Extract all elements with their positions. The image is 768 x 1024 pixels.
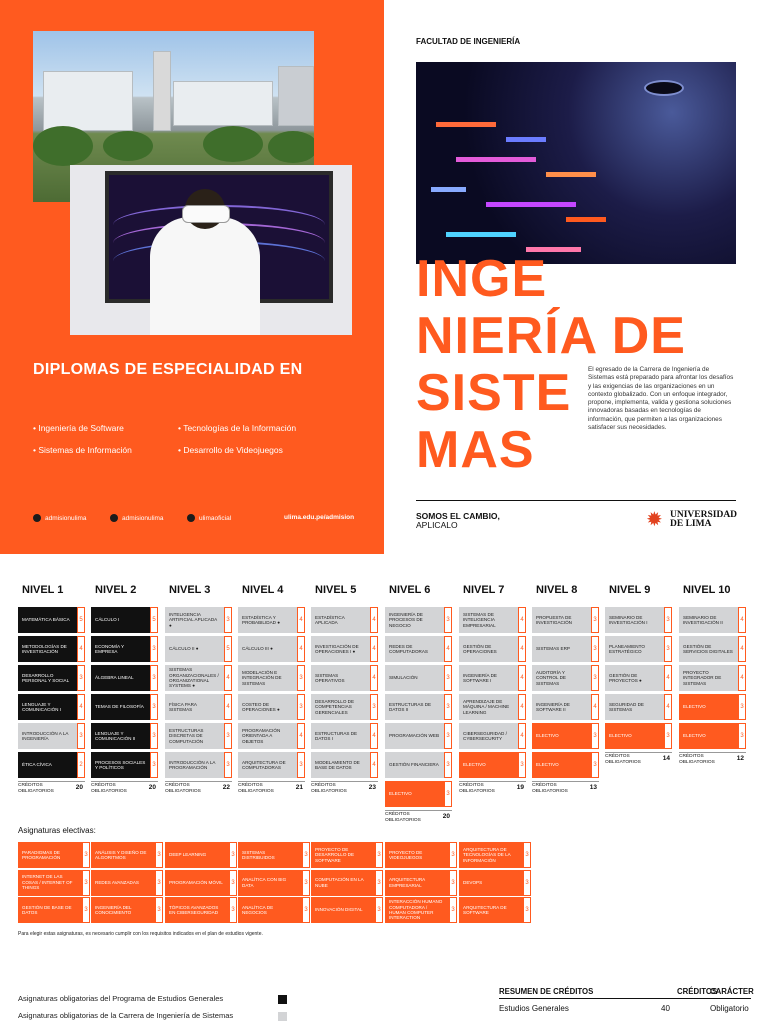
course-credits: 4: [444, 636, 452, 662]
elective-credits: 3: [302, 897, 310, 923]
course-credits: 3: [370, 694, 378, 720]
course-credits: 4: [370, 723, 378, 749]
elective-course: DEEP LEARNING: [165, 842, 229, 868]
course-cell: SISTEMAS ORGANIZACIONALES / ORGANIZATIONAL SYSTEMS ●: [165, 665, 224, 691]
digital-face-artwork: [416, 62, 736, 264]
credits-label: CRÉDITOS OBLIGATORIOS: [91, 783, 127, 794]
course-cell: ÁLGEBRA LINEAL: [91, 665, 150, 691]
course-cell: PROGRAMACIÓN WEB: [385, 723, 444, 749]
youtube-link[interactable]: ulimaoficial: [187, 514, 231, 522]
credits-label: CRÉDITOS OBLIGATORIOS: [385, 812, 421, 823]
program-description: El egresado de la Carrera de Ingeniería de Sistemas está preparado para afrontar los desafíos y las exigencias de las organizaciones en un contexto globalizado. Con un enfoque integrador, propone, implementa, valida y gestiona soluciones innovadoras basadas en tecnologías de información, que permiten a las organizaciones satisfacer sus necesidades.: [588, 366, 734, 432]
elective-credits: 3: [155, 842, 163, 868]
course-credits: 3: [591, 665, 599, 691]
course-credits: 3: [664, 723, 672, 749]
elective-credits: 3: [375, 842, 383, 868]
course-credits: 3: [77, 723, 85, 749]
elective-course: ARQUITECTURA DE TECNOLOGÍAS DE LA INFORMACIÓN: [459, 842, 523, 868]
course-cell: CÁLCULO I: [91, 607, 150, 633]
elective-credits: 3: [523, 897, 531, 923]
course-cell: LENGUAJE Y COMUNICACIÓN II: [91, 723, 150, 749]
course-credits: 4: [224, 694, 232, 720]
course-cell: GESTIÓN DE SERVICIOS DIGITALES: [679, 636, 738, 662]
elective-course: ARQUITECTURA DE SOFTWARE: [459, 897, 523, 923]
course-credits: 3: [150, 665, 158, 691]
elective-course: REDES AVANZADAS: [91, 870, 155, 896]
elective-course: ARQUITECTURA EMPRESARIAL: [385, 870, 449, 896]
elective-credits: 3: [449, 842, 457, 868]
elective-credits: 3: [155, 897, 163, 923]
credits-total: 23: [368, 784, 376, 791]
elective-course: INTERACCIÓN HUMANO COMPUTADORA / HUMAN COMPUTER INTERACTION: [385, 897, 449, 923]
course-credits: 3: [444, 694, 452, 720]
program-title: INGE NIERÍA DE SISTE MAS: [416, 250, 686, 479]
level-credits: [385, 810, 452, 823]
course-credits: 3: [224, 752, 232, 778]
elective-course: ANALÍTICA DE NEGOCIOS: [238, 897, 302, 923]
course-credits: 2: [77, 752, 85, 778]
course-credits: 3: [518, 752, 526, 778]
diploma-item: • Sistemas de Información: [33, 445, 132, 455]
course-credits: 4: [77, 636, 85, 662]
course-credits: 3: [77, 665, 85, 691]
summary-col-credits: CRÉDITOS: [677, 987, 718, 996]
level-credits: [605, 752, 672, 765]
course-credits: 4: [370, 665, 378, 691]
course-credits: 4: [664, 665, 672, 691]
elective-slot: ELECTIVO: [679, 694, 738, 720]
slogan-line1: SOMOS EL CAMBIO,: [416, 511, 500, 521]
elective-course: SISTEMAS DISTRIBUIDOS: [238, 842, 302, 868]
course-credits: 4: [297, 723, 305, 749]
course-cell: INTELIGENCIA ARTIFICIAL APLICADA ●: [165, 607, 224, 633]
level-heading: NIVEL 5: [315, 584, 357, 596]
level-credits: [311, 781, 378, 794]
elective-course: PROGRAMACIÓN MÓVIL: [165, 870, 229, 896]
elective-credits: 3: [375, 870, 383, 896]
course-cell: GESTIÓN DE PROYECTOS ●: [605, 665, 664, 691]
course-cell: CÁLCULO III ●: [238, 636, 297, 662]
elective-course: INTERNET DE LAS COSAS / INTERNET OF THINGS: [18, 870, 82, 896]
legend-general: Asignaturas obligatorias del Programa de Estudios Generales: [18, 994, 224, 1003]
course-credits: 3: [738, 694, 746, 720]
course-credits: 4: [77, 694, 85, 720]
elective-credits: 3: [302, 870, 310, 896]
level-credits: [459, 781, 526, 794]
legend-career: Asignaturas obligatorias de la Carrera de Ingeniería de Sistemas: [18, 1011, 234, 1020]
course-cell: PROYECTO INTEGRADOR DE SISTEMAS: [679, 665, 738, 691]
elective-course: COMPUTACIÓN EN LA NUBE: [311, 870, 375, 896]
course-cell: INTRODUCCIÓN A LA PROGRAMACIÓN: [165, 752, 224, 778]
course-credits: 4: [518, 694, 526, 720]
course-cell: SISTEMAS DE INTELIGENCIA EMPRESARIAL: [459, 607, 518, 633]
slogan-line2: APLICALO: [416, 520, 458, 530]
course-cell: TEMAS DE FILOSOFÍA: [91, 694, 150, 720]
course-cell: MODELACIÓN E INTEGRACIÓN DE SISTEMAS: [238, 665, 297, 691]
elective-slot: ELECTIVO: [605, 723, 664, 749]
credits-label: CRÉDITOS OBLIGATORIOS: [165, 783, 201, 794]
course-credits: 5: [224, 636, 232, 662]
credits-total: 20: [442, 813, 450, 820]
course-credits: 3: [591, 752, 599, 778]
elective-course: INNOVACIÓN DIGITAL: [311, 897, 375, 923]
credits-label: CRÉDITOS OBLIGATORIOS: [311, 783, 347, 794]
ulima-logo-icon: ✹: [646, 509, 663, 531]
course-cell: FÍSICA PARA SISTEMAS: [165, 694, 224, 720]
course-credits: 4: [370, 636, 378, 662]
credits-label: CRÉDITOS OBLIGATORIOS: [679, 754, 715, 765]
course-cell: CÁLCULO II ●: [165, 636, 224, 662]
website-link[interactable]: ulima.edu.pe/admision: [284, 514, 355, 521]
credits-total: 22: [222, 784, 230, 791]
course-credits: 3: [224, 723, 232, 749]
course-cell: SEMINARIO DE INVESTIGACIÓN I: [605, 607, 664, 633]
elective-slot: ELECTIVO: [532, 752, 591, 778]
course-credits: 3: [444, 723, 452, 749]
elective-credits: 3: [229, 842, 237, 868]
course-cell: LENGUAJE Y COMUNICACIÓN I: [18, 694, 77, 720]
course-credits: 4: [518, 636, 526, 662]
course-credits: 3: [224, 607, 232, 633]
elective-credits: 3: [375, 897, 383, 923]
course-cell: INGENIERÍA DE PROCESOS DE NEGOCIO: [385, 607, 444, 633]
course-cell: ESTRUCTURAS DE DATOS I: [311, 723, 370, 749]
elective-slot: ELECTIVO: [459, 752, 518, 778]
course-cell: CIBERSEGURIDAD / CYBERSECURITY: [459, 723, 518, 749]
credits-total: 21: [295, 784, 303, 791]
course-credits: 3: [444, 607, 452, 633]
vr-student-photo: [70, 165, 352, 335]
course-cell: PROGRAMACIÓN ORIENTADA A OBJETOS: [238, 723, 297, 749]
credits-label: CRÉDITOS OBLIGATORIOS: [459, 783, 495, 794]
course-credits: 4: [370, 752, 378, 778]
course-cell: PROPUESTA DE INVESTIGACIÓN: [532, 607, 591, 633]
elective-slot: ELECTIVO: [532, 723, 591, 749]
summary-row-credits: 40: [661, 1004, 670, 1013]
legend-swatch-general: [278, 995, 287, 1004]
level-heading: NIVEL 10: [683, 584, 731, 596]
course-credits: 4: [591, 694, 599, 720]
credits-total: 19: [516, 784, 524, 791]
course-cell: ECONOMÍA Y EMPRESA: [91, 636, 150, 662]
course-credits: 3: [591, 636, 599, 662]
diploma-item: • Desarrollo de Videojuegos: [178, 445, 283, 455]
credits-label: CRÉDITOS OBLIGATORIOS: [605, 754, 641, 765]
level-heading: NIVEL 8: [536, 584, 578, 596]
credits-total: 13: [589, 784, 597, 791]
hero-panel: [0, 0, 384, 554]
course-credits: 3: [444, 752, 452, 778]
course-credits: 4: [738, 665, 746, 691]
elective-course: INGENIERÍA DEL CONOCIMIENTO: [91, 897, 155, 923]
course-cell: COSTEO DE OPERACIONES ●: [238, 694, 297, 720]
diplomas-title: DIPLOMAS DE ESPECIALIDAD EN: [33, 361, 303, 378]
elective-slot: ELECTIVO: [385, 781, 444, 807]
course-credits: 4: [664, 694, 672, 720]
electives-title: Asignaturas electivas:: [18, 826, 96, 835]
course-cell: MATEMÁTICA BÁSICA: [18, 607, 77, 633]
elective-course: PROYECTO DE DESARROLLO DE SOFTWARE: [311, 842, 375, 868]
eye-graphic: [644, 80, 684, 96]
course-cell: SISTEMAS OPERATIVOS: [311, 665, 370, 691]
summary-row-label: Estudios Generales: [499, 1004, 569, 1013]
course-cell: PLANEAMIENTO ESTRATÉGICO: [605, 636, 664, 662]
course-credits: 3: [150, 752, 158, 778]
level-heading: NIVEL 6: [389, 584, 431, 596]
course-credits: 4: [224, 665, 232, 691]
course-credits: 4: [738, 607, 746, 633]
course-credits: 3: [297, 752, 305, 778]
credits-label: CRÉDITOS OBLIGATORIOS: [238, 783, 274, 794]
course-cell: INGENIERÍA DE SOFTWARE I: [459, 665, 518, 691]
course-cell: METODOLOGÍAS DE INVESTIGACIÓN: [18, 636, 77, 662]
credits-total: 14: [662, 755, 670, 762]
course-credits: 3: [738, 723, 746, 749]
legend-swatch-career: [278, 1012, 287, 1021]
elective-credits: 3: [523, 842, 531, 868]
elective-credits: 3: [82, 897, 90, 923]
level-credits: [91, 781, 158, 794]
course-credits: 4: [518, 723, 526, 749]
course-cell: SISTEMAS ERP: [532, 636, 591, 662]
course-credits: 4: [518, 665, 526, 691]
course-cell: INTRODUCCIÓN A LA INGENIERÍA: [18, 723, 77, 749]
course-cell: SIMULACIÓN: [385, 665, 444, 691]
credits-label: CRÉDITOS OBLIGATORIOS: [532, 783, 568, 794]
summary-row-type: Obligatorio: [710, 1004, 749, 1013]
level-heading: NIVEL 4: [242, 584, 284, 596]
course-credits: 3: [297, 665, 305, 691]
facebook-link[interactable]: admisionulima: [33, 514, 87, 522]
vr-headset: [182, 205, 230, 223]
student-figure: [150, 217, 260, 335]
course-credits: 5: [77, 607, 85, 633]
elective-course: DEVOPS: [459, 870, 523, 896]
diploma-item: • Tecnologías de la Información: [178, 423, 296, 433]
credits-total: 12: [736, 755, 744, 762]
course-credits: 3: [150, 723, 158, 749]
elective-course: PROYECTO DE VIDEOJUEGOS: [385, 842, 449, 868]
course-cell: GESTIÓN FINANCIERA: [385, 752, 444, 778]
course-cell: AUDITORÍA Y CONTROL DE SISTEMAS: [532, 665, 591, 691]
course-cell: DESARROLLO DE COMPETENCIAS GERENCIALES: [311, 694, 370, 720]
course-credits: 5: [150, 607, 158, 633]
course-cell: INGENIERÍA DE SOFTWARE II: [532, 694, 591, 720]
level-credits: [679, 752, 746, 765]
course-credits: 3: [664, 636, 672, 662]
course-cell: ESTADÍSTICA Y PROBABILIDAD ●: [238, 607, 297, 633]
course-credits: 4: [518, 607, 526, 633]
diploma-item: • Ingeniería de Software: [33, 423, 124, 433]
elective-credits: 3: [229, 870, 237, 896]
course-cell: ESTRUCTURAS DE DATOS II: [385, 694, 444, 720]
credits-total: 20: [148, 784, 156, 791]
level-heading: NIVEL 7: [463, 584, 505, 596]
course-credits: 3: [591, 607, 599, 633]
course-credits: 3: [150, 636, 158, 662]
course-credits: 4: [297, 607, 305, 633]
level-heading: NIVEL 3: [169, 584, 211, 596]
course-cell: GESTIÓN DE OPERACIONES: [459, 636, 518, 662]
course-cell: ESTADÍSTICA APLICADA: [311, 607, 370, 633]
university-logo: ✹ UNIVERSIDAD DE LIMA: [646, 509, 738, 531]
instagram-icon: [110, 514, 118, 522]
course-credits: 4: [738, 636, 746, 662]
level-credits: [238, 781, 305, 794]
course-cell: ESTRUCTURAS DISCRETAS DE COMPUTACIÓN: [165, 723, 224, 749]
course-credits: 3: [444, 665, 452, 691]
elective-course: ANALÍTICA CON BIG DATA: [238, 870, 302, 896]
level-credits: [18, 781, 85, 794]
youtube-icon: [187, 514, 195, 522]
level-credits: [532, 781, 599, 794]
elective-credits: 3: [523, 870, 531, 896]
course-cell: ARQUITECTURA DE COMPUTADORAS: [238, 752, 297, 778]
elective-credits: 3: [449, 897, 457, 923]
divider: [416, 500, 736, 501]
course-cell: PROCESOS SOCIALES Y POLÍTICOS: [91, 752, 150, 778]
elective-course: ANÁLISIS Y DISEÑO DE ALGORITMOS: [91, 842, 155, 868]
course-cell: REDES DE COMPUTADORAS: [385, 636, 444, 662]
elective-credits: 3: [229, 897, 237, 923]
electives-note: Para elegir estas asignaturas, es necesario cumplir con los requisitos indicados en el plan de estudios vigente.: [18, 931, 263, 937]
elective-course: GESTIÓN DE BASE DE DATOS: [18, 897, 82, 923]
credits-label: CRÉDITOS OBLIGATORIOS: [18, 783, 54, 794]
course-credits: 4: [370, 607, 378, 633]
course-cell: INVESTIGACIÓN DE OPERACIONES I ●: [311, 636, 370, 662]
course-cell: DESARROLLO PERSONAL Y SOCIAL: [18, 665, 77, 691]
course-credits: 3: [150, 694, 158, 720]
level-credits: [165, 781, 232, 794]
course-cell: APRENDIZAJE DE MÁQUINA / MACHINE LEARNING: [459, 694, 518, 720]
course-cell: SEMINARIO DE INVESTIGACIÓN II: [679, 607, 738, 633]
credits-total: 20: [75, 784, 83, 791]
course-credits: 3: [591, 723, 599, 749]
course-credits: 3: [444, 781, 452, 807]
faculty-label: FACULTAD DE INGENIERÍA: [416, 37, 521, 46]
elective-credits: 3: [302, 842, 310, 868]
elective-credits: 3: [82, 842, 90, 868]
summary-title: RESUMEN DE CRÉDITOS: [499, 987, 594, 996]
course-credits: 4: [297, 636, 305, 662]
instagram-link[interactable]: admisionulima: [110, 514, 164, 522]
course-cell: SEGURIDAD DE SISTEMAS: [605, 694, 664, 720]
course-credits: 3: [297, 694, 305, 720]
course-cell: MODELAMIENTO DE BASE DE DATOS: [311, 752, 370, 778]
level-heading: NIVEL 1: [22, 584, 64, 596]
elective-credits: 3: [82, 870, 90, 896]
elective-slot: ELECTIVO: [679, 723, 738, 749]
level-heading: NIVEL 2: [95, 584, 137, 596]
elective-credits: 3: [449, 870, 457, 896]
elective-course: PARADIGMAS DE PROGRAMACIÓN: [18, 842, 82, 868]
summary-col-type: CARÁCTER: [710, 987, 754, 996]
course-credits: 3: [664, 607, 672, 633]
elective-course: TÓPICOS AVANZADOS EN CIBERSEGURIDAD: [165, 897, 229, 923]
facebook-icon: [33, 514, 41, 522]
elective-credits: 3: [155, 870, 163, 896]
course-cell: ÉTICA CÍVICA: [18, 752, 77, 778]
level-heading: NIVEL 9: [609, 584, 651, 596]
